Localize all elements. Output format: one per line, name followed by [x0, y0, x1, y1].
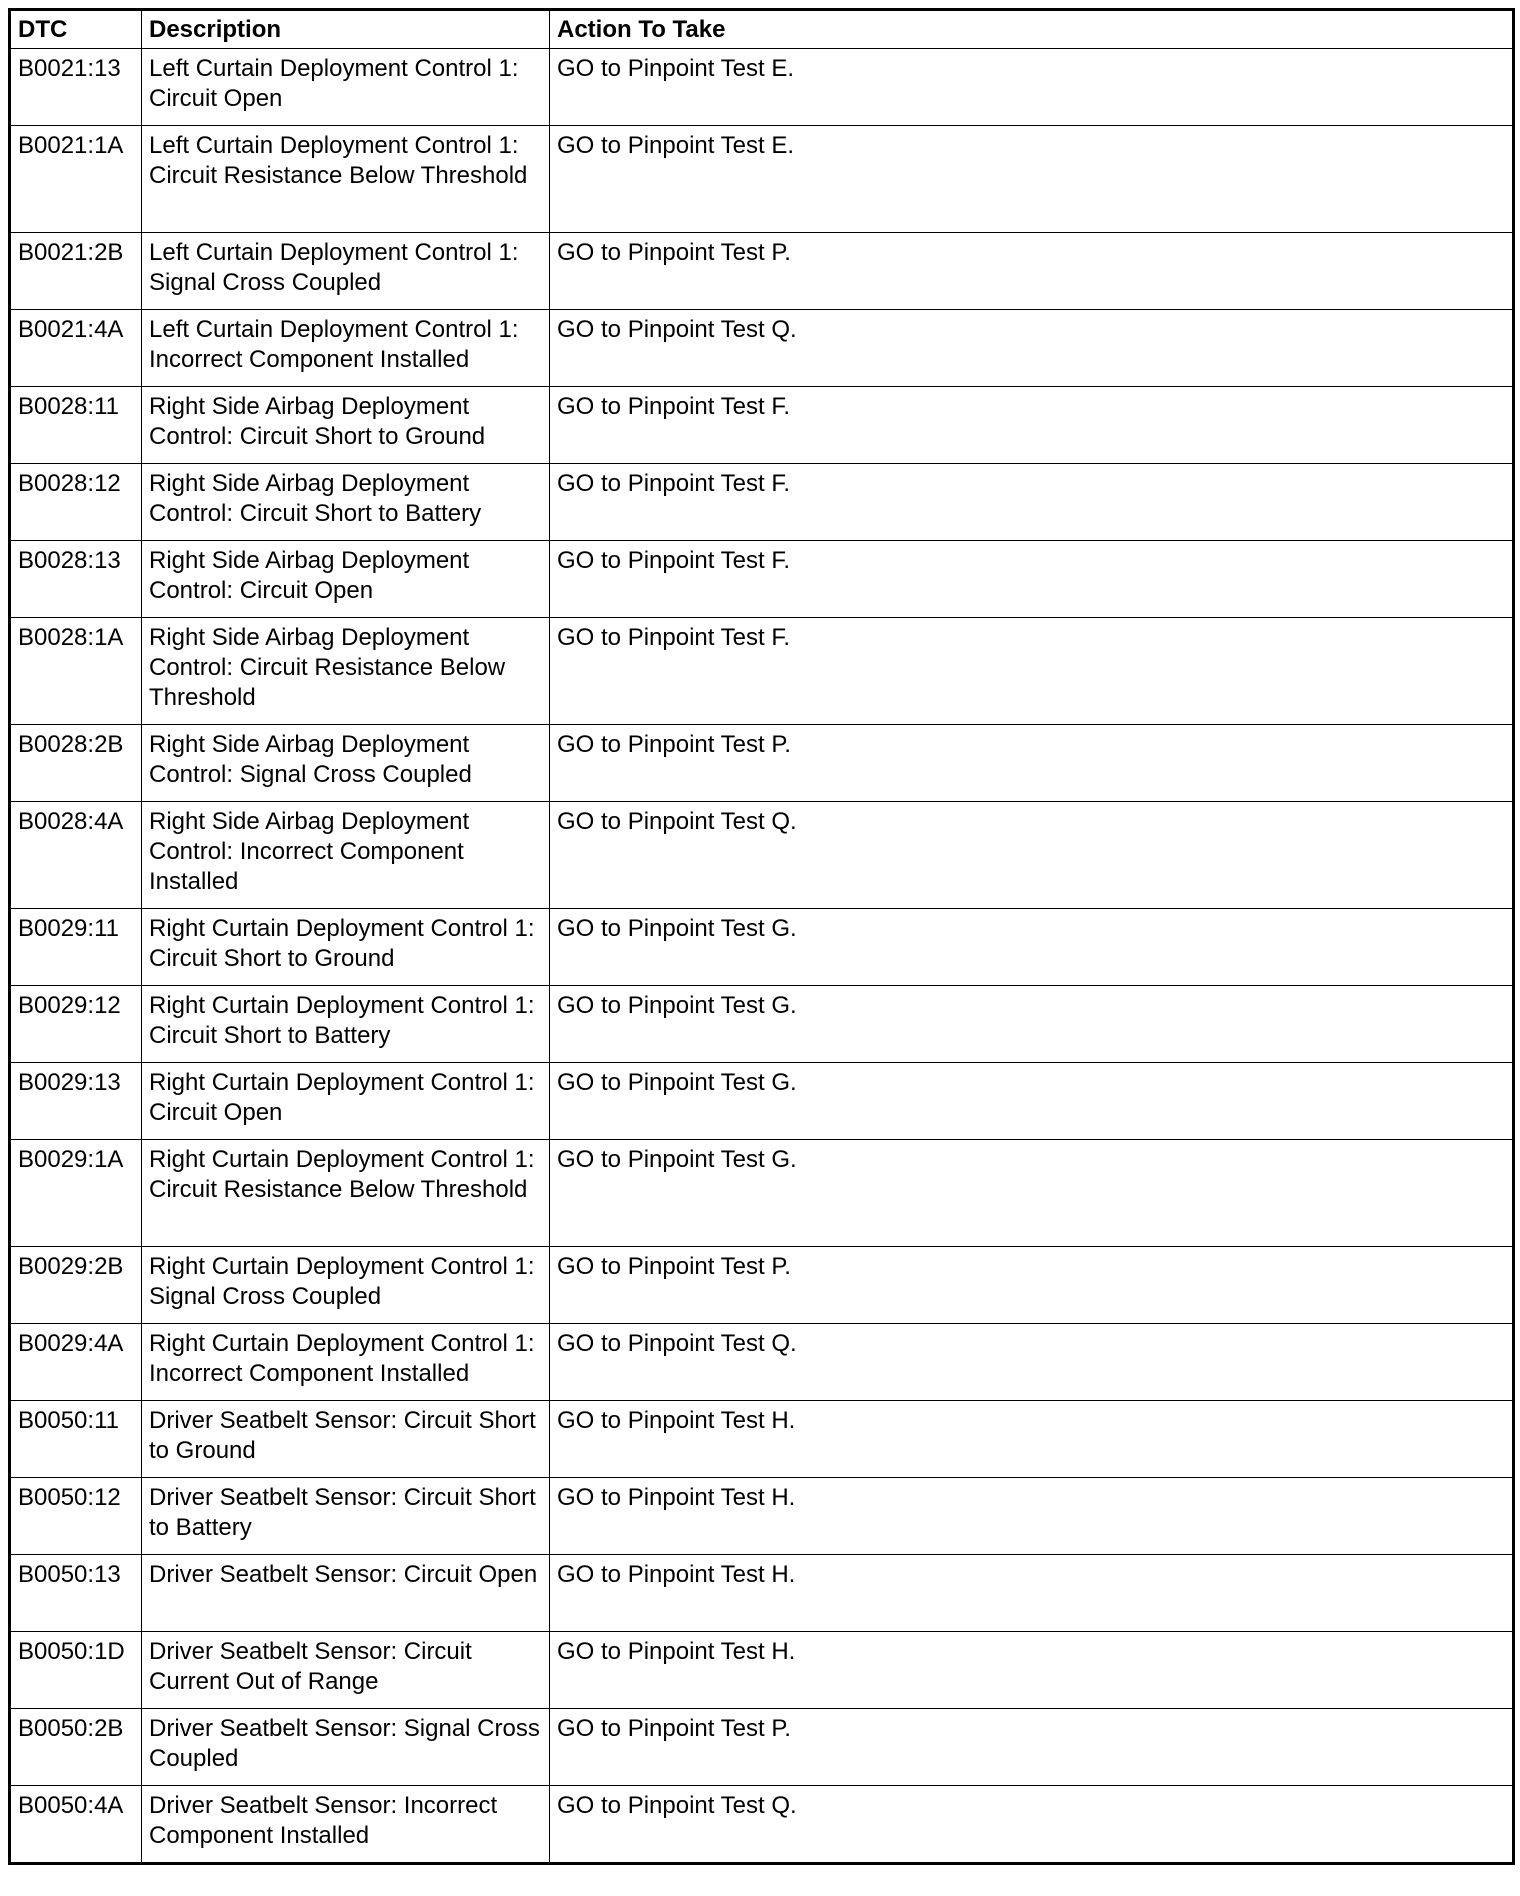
table-row — [10, 1786, 1514, 1864]
dtc-code: B0050:12 — [10, 1478, 142, 1555]
table-row — [10, 49, 1514, 126]
dtc-description: Right Curtain Deployment Control 1: Circuit Resistance Below Threshold — [142, 1140, 550, 1247]
dtc-code: B0021:13 — [10, 49, 142, 126]
table-row — [10, 1063, 1514, 1140]
table-row — [10, 1247, 1514, 1324]
dtc-action: GO to Pinpoint Test G. — [550, 986, 1514, 1063]
dtc-action: GO to Pinpoint Test H. — [550, 1555, 1514, 1632]
table-row — [10, 1401, 1514, 1478]
table-row — [10, 310, 1514, 387]
table-row — [10, 541, 1514, 618]
table-row — [10, 233, 1514, 310]
table-row — [10, 725, 1514, 802]
dtc-code: B0029:4A — [10, 1324, 142, 1401]
dtc-description: Left Curtain Deployment Control 1: Circuit Resistance Below Threshold — [142, 126, 550, 233]
table-row — [10, 1709, 1514, 1786]
dtc-action: GO to Pinpoint Test H. — [550, 1478, 1514, 1555]
table-row — [10, 909, 1514, 986]
header-action: Action To Take — [550, 10, 1514, 49]
dtc-code: B0028:12 — [10, 464, 142, 541]
dtc-description: Right Curtain Deployment Control 1: Signal Cross Coupled — [142, 1247, 550, 1324]
dtc-code: B0029:13 — [10, 1063, 142, 1140]
table-row — [10, 387, 1514, 464]
table-row — [10, 618, 1514, 725]
dtc-action: GO to Pinpoint Test H. — [550, 1401, 1514, 1478]
dtc-action: GO to Pinpoint Test G. — [550, 909, 1514, 986]
dtc-action: GO to Pinpoint Test Q. — [550, 1324, 1514, 1401]
dtc-code: B0029:11 — [10, 909, 142, 986]
dtc-code: B0021:4A — [10, 310, 142, 387]
dtc-description: Right Side Airbag Deployment Control: Circuit Resistance Below Threshold — [142, 618, 550, 725]
dtc-action: GO to Pinpoint Test F. — [550, 387, 1514, 464]
dtc-code: B0050:11 — [10, 1401, 142, 1478]
dtc-code: B0028:11 — [10, 387, 142, 464]
dtc-action: GO to Pinpoint Test E. — [550, 49, 1514, 126]
dtc-description: Right Side Airbag Deployment Control: Circuit Short to Ground — [142, 387, 550, 464]
dtc-action: GO to Pinpoint Test P. — [550, 233, 1514, 310]
dtc-description: Driver Seatbelt Sensor: Circuit Short to Ground — [142, 1401, 550, 1478]
dtc-action: GO to Pinpoint Test H. — [550, 1632, 1514, 1709]
dtc-action: GO to Pinpoint Test Q. — [550, 802, 1514, 909]
dtc-code: B0029:1A — [10, 1140, 142, 1247]
dtc-code: B0028:2B — [10, 725, 142, 802]
dtc-code: B0028:4A — [10, 802, 142, 909]
dtc-action: GO to Pinpoint Test P. — [550, 1247, 1514, 1324]
table-row — [10, 464, 1514, 541]
table-row — [10, 126, 1514, 233]
dtc-action: GO to Pinpoint Test P. — [550, 725, 1514, 802]
table-row — [10, 802, 1514, 909]
header-dtc: DTC — [10, 10, 142, 49]
dtc-code: B0050:4A — [10, 1786, 142, 1864]
dtc-description: Driver Seatbelt Sensor: Incorrect Component Installed — [142, 1786, 550, 1864]
dtc-description: Driver Seatbelt Sensor: Signal Cross Coupled — [142, 1709, 550, 1786]
header-row — [10, 10, 1514, 49]
table-body — [10, 49, 1514, 1864]
dtc-action: GO to Pinpoint Test G. — [550, 1063, 1514, 1140]
dtc-code: B0028:13 — [10, 541, 142, 618]
dtc-description: Driver Seatbelt Sensor: Circuit Open — [142, 1555, 550, 1632]
dtc-table — [8, 8, 1515, 1865]
dtc-action: GO to Pinpoint Test F. — [550, 464, 1514, 541]
dtc-action: GO to Pinpoint Test Q. — [550, 310, 1514, 387]
dtc-code: B0021:2B — [10, 233, 142, 310]
table-row — [10, 986, 1514, 1063]
dtc-description: Right Side Airbag Deployment Control: Circuit Open — [142, 541, 550, 618]
table-row — [10, 1324, 1514, 1401]
dtc-description: Left Curtain Deployment Control 1: Incorrect Component Installed — [142, 310, 550, 387]
dtc-description: Left Curtain Deployment Control 1: Circuit Open — [142, 49, 550, 126]
table-row — [10, 1140, 1514, 1247]
dtc-action: GO to Pinpoint Test F. — [550, 618, 1514, 725]
dtc-description: Left Curtain Deployment Control 1: Signal Cross Coupled — [142, 233, 550, 310]
dtc-description: Right Side Airbag Deployment Control: Signal Cross Coupled — [142, 725, 550, 802]
dtc-description: Right Curtain Deployment Control 1: Circuit Short to Battery — [142, 986, 550, 1063]
dtc-action: GO to Pinpoint Test P. — [550, 1709, 1514, 1786]
table-row — [10, 1478, 1514, 1555]
dtc-description: Right Curtain Deployment Control 1: Circuit Short to Ground — [142, 909, 550, 986]
header-description: Description — [142, 10, 550, 49]
dtc-description: Driver Seatbelt Sensor: Circuit Current Out of Range — [142, 1632, 550, 1709]
dtc-code: B0050:13 — [10, 1555, 142, 1632]
table-row — [10, 1632, 1514, 1709]
dtc-code: B0050:1D — [10, 1632, 142, 1709]
dtc-description: Right Side Airbag Deployment Control: Circuit Short to Battery — [142, 464, 550, 541]
dtc-code: B0050:2B — [10, 1709, 142, 1786]
dtc-code: B0029:12 — [10, 986, 142, 1063]
dtc-code: B0021:1A — [10, 126, 142, 233]
dtc-action: GO to Pinpoint Test F. — [550, 541, 1514, 618]
dtc-action: GO to Pinpoint Test E. — [550, 126, 1514, 233]
dtc-action: GO to Pinpoint Test G. — [550, 1140, 1514, 1247]
dtc-code: B0029:2B — [10, 1247, 142, 1324]
dtc-code: B0028:1A — [10, 618, 142, 725]
dtc-action: GO to Pinpoint Test Q. — [550, 1786, 1514, 1864]
dtc-description: Right Curtain Deployment Control 1: Incorrect Component Installed — [142, 1324, 550, 1401]
table-row — [10, 1555, 1514, 1632]
dtc-description: Right Curtain Deployment Control 1: Circuit Open — [142, 1063, 550, 1140]
dtc-description: Driver Seatbelt Sensor: Circuit Short to Battery — [142, 1478, 550, 1555]
dtc-description: Right Side Airbag Deployment Control: Incorrect Component Installed — [142, 802, 550, 909]
table-header — [10, 10, 1514, 49]
